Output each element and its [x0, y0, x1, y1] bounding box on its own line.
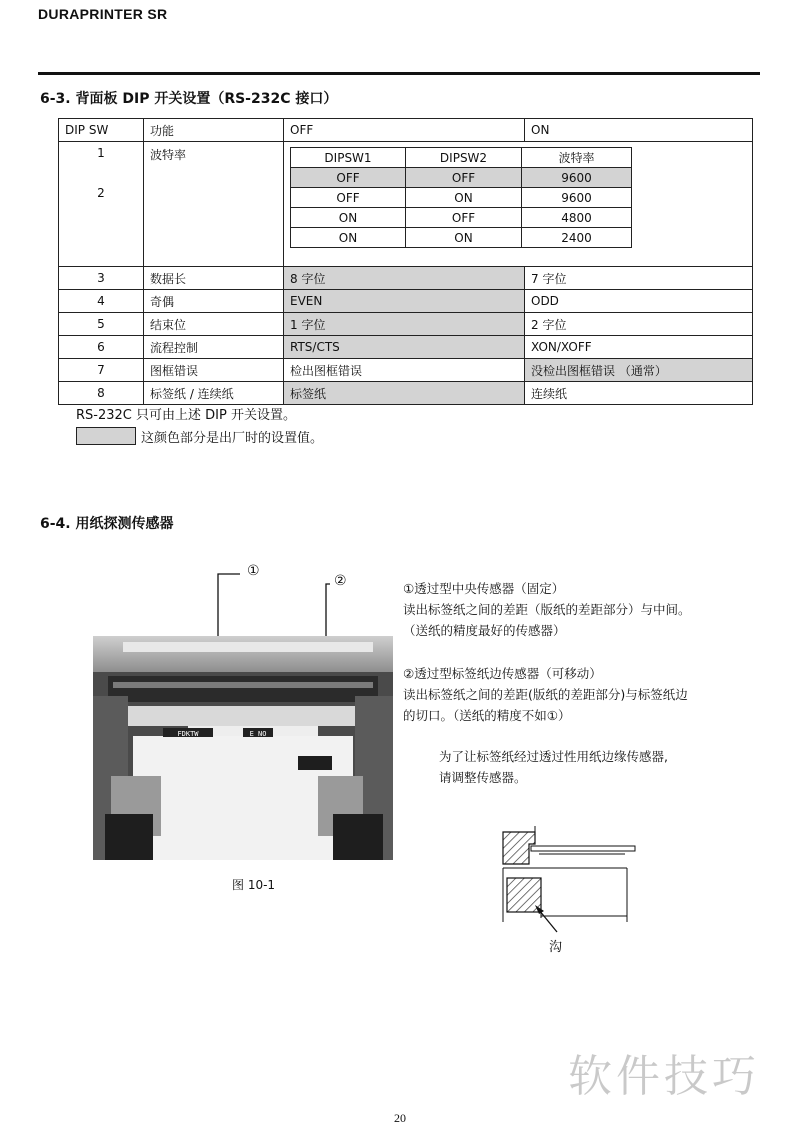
sw-number: 6	[59, 336, 144, 359]
function-cell: 数据长	[144, 267, 284, 290]
baud-cell: OFF	[406, 208, 522, 228]
callout-2: ②	[334, 573, 347, 589]
off-setting-cell: 1 字位	[284, 313, 525, 336]
header-dip-sw: DIP SW	[59, 119, 144, 142]
figure-caption: 图 10-1	[232, 878, 276, 892]
baud-cell: 9600	[522, 168, 632, 188]
section-title-dip: 6-3. 背面板 DIP 开关设置（RS-232C 接口）	[40, 91, 338, 107]
photo-tag-2: E NO	[249, 730, 267, 738]
off-setting-cell: 标签纸	[284, 382, 525, 405]
sw-number: 7	[59, 359, 144, 382]
desc-line: 的切口。（送纸的精度不如①）	[403, 708, 571, 723]
desc-line: （送纸的精度最好的传感器）	[403, 623, 566, 638]
desc-line: 为了让标签纸经过透过性用纸边缘传感器,	[439, 749, 668, 764]
baud-header-row	[291, 148, 632, 168]
baud-cell: 2400	[522, 228, 632, 248]
on-setting-cell: 连续纸	[525, 382, 753, 405]
sw-number-cell	[59, 142, 144, 267]
default-legend-text: 这颜色部分是出厂时的设置值。	[141, 431, 324, 446]
off-setting-cell: RTS/CTS	[284, 336, 525, 359]
section-title-sensor: 6-4. 用纸探测传感器	[40, 516, 174, 532]
table-row	[59, 267, 753, 290]
watermark: 软件技巧	[568, 1051, 760, 1102]
sensor-groove-diagram	[495, 822, 640, 934]
callout-1: ①	[247, 563, 260, 579]
function-baud-label: 波特率	[150, 148, 187, 162]
page-number: 20	[394, 1111, 406, 1125]
baud-cell: ON	[291, 228, 406, 248]
baud-row	[291, 228, 632, 248]
brand-header: DURAPRINTER SR	[38, 6, 168, 22]
baud-row	[291, 208, 632, 228]
table-row	[59, 359, 753, 382]
table-row	[59, 382, 753, 405]
photo-tag-1: FDKTW	[177, 730, 199, 738]
sw-number-2: 2	[97, 186, 105, 200]
baud-rate-table	[290, 147, 632, 248]
function-cell: 结束位	[144, 313, 284, 336]
baud-cell: OFF	[291, 188, 406, 208]
table-header-row	[59, 119, 753, 142]
table-row	[59, 336, 753, 359]
off-setting-cell: 检出图框错误	[284, 359, 525, 382]
header-off: OFF	[284, 119, 525, 142]
groove-label: 沟	[549, 940, 563, 955]
baud-cell: 9600	[522, 188, 632, 208]
table-row	[59, 313, 753, 336]
function-cell: 标签纸 / 连续纸	[144, 382, 284, 405]
printer-sensor-photo	[93, 636, 393, 860]
on-setting-cell: 7 字位	[525, 267, 753, 290]
baud-cell: OFF	[406, 168, 522, 188]
sensor2-description	[403, 663, 688, 726]
sw-number: 3	[59, 267, 144, 290]
sw-number: 4	[59, 290, 144, 313]
on-setting-cell: XON/XOFF	[525, 336, 753, 359]
sensor1-description	[403, 578, 691, 641]
function-cell: 图框错误	[144, 359, 284, 382]
function-cell-baud	[144, 142, 284, 267]
baud-cell: ON	[406, 188, 522, 208]
baud-cell: OFF	[291, 168, 406, 188]
off-setting-cell: EVEN	[284, 290, 525, 313]
baud-header: DIPSW2	[406, 148, 522, 168]
baud-cell: ON	[291, 208, 406, 228]
desc-line: 读出标签纸之间的差距(版纸的差距部分)与标签纸边	[403, 687, 688, 702]
function-cell: 奇偶	[144, 290, 284, 313]
desc-line: 读出标签纸之间的差距（版纸的差距部分）与中间。	[403, 602, 691, 617]
baud-header: DIPSW1	[291, 148, 406, 168]
header-function: 功能	[144, 119, 284, 142]
sw-number: 8	[59, 382, 144, 405]
desc-line: ②透过型标签纸边传感器（可移动）	[403, 666, 602, 681]
on-setting-cell: ODD	[525, 290, 753, 313]
header-rule	[38, 72, 760, 75]
desc-line: ①透过型中央传感器（固定）	[403, 581, 565, 596]
baud-row	[291, 188, 632, 208]
table-row	[59, 290, 753, 313]
baud-cell: ON	[406, 228, 522, 248]
baud-row	[291, 168, 632, 188]
adjust-instruction	[439, 746, 668, 788]
baud-header: 波特率	[522, 148, 632, 168]
default-legend-swatch	[76, 427, 136, 445]
baud-cell: 4800	[522, 208, 632, 228]
dip-note: RS-232C 只可由上述 DIP 开关设置。	[76, 408, 296, 423]
function-cell: 流程控制	[144, 336, 284, 359]
desc-line: 请调整传感器。	[439, 770, 527, 785]
header-on: ON	[525, 119, 753, 142]
sw-number-1: 1	[97, 146, 105, 160]
on-setting-cell: 2 字位	[525, 313, 753, 336]
off-setting-cell: 8 字位	[284, 267, 525, 290]
sw-number: 5	[59, 313, 144, 336]
on-setting-cell: 没检出图框错误 （通常）	[525, 359, 753, 382]
